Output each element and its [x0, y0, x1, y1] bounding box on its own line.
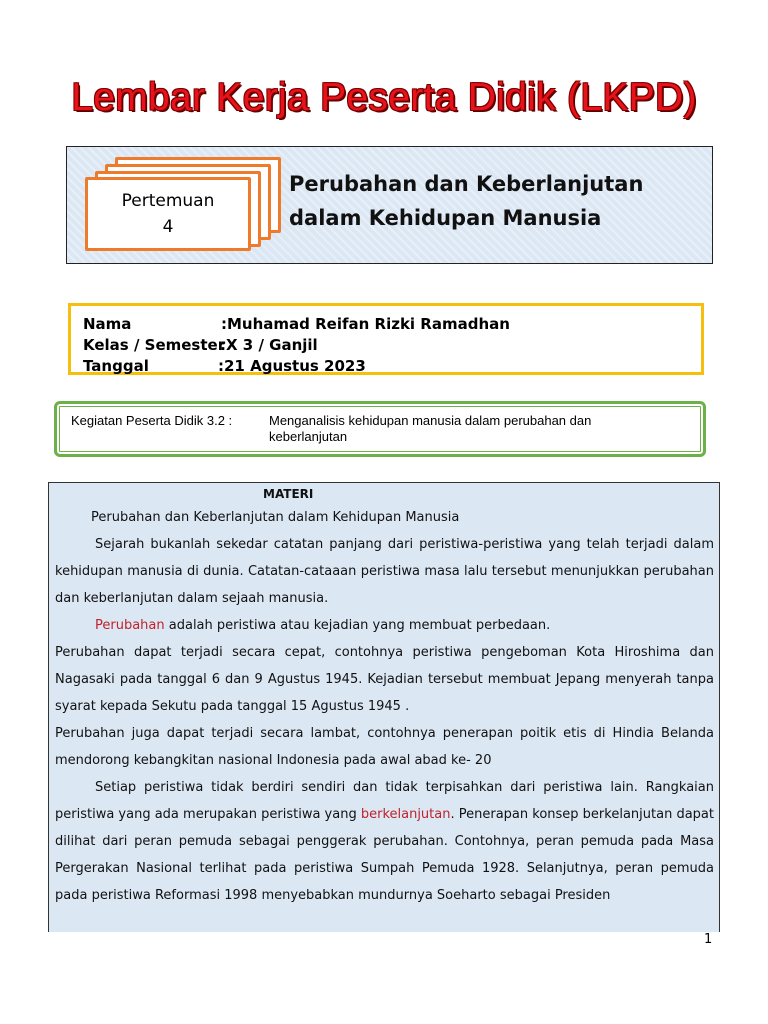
term-perubahan: Perubahan	[95, 618, 165, 633]
activity-box	[54, 401, 706, 457]
class-row	[83, 335, 701, 356]
page-number: 1	[704, 932, 713, 947]
topic-title-line1: Perubahan dan Keberlanjutan	[289, 172, 644, 196]
name-row	[83, 314, 701, 335]
material-subheading: Perubahan dan Keberlanjutan dalam Kehidupan Manusia	[91, 510, 460, 525]
topic-title-line2: dalam Kehidupan Manusia	[289, 206, 602, 230]
meeting-label: Pertemuan	[121, 191, 215, 211]
continuity-text-start: Setiap peristiwa tidak berdiri sendiri dan tidak terpisahkan dari peristiwa lain. Rangkaian peristiwa yang ada merupakan peristiwa yang	[55, 780, 714, 822]
term-berkelanjutan: berkelanjutan	[360, 807, 451, 822]
paragraph-slow-change: Perubahan juga dapat terjadi secara lambat, contohnya penerapan poitik etis di Hindia Belanda mendorong kebangkitan nasional Indonesia pada awal abad ke- 20	[55, 726, 714, 768]
material-panel	[48, 482, 720, 932]
date-value: :21 Agustus 2023	[218, 357, 366, 375]
paragraph-continuity	[55, 774, 714, 909]
paragraph-fast-change: Perubahan dapat terjadi secara cepat, contohnya peristiwa pengeboman Kota Hiroshima dan Nagasaki pada tanggal 6 dan 9 Agustus 1945. Kejadian tersebut membuat Jepang menyerah tanpa syarat kepada Sekutu pada tanggal 15 Agustus 1945 .	[55, 645, 714, 714]
date-label: Tanggal	[83, 357, 149, 375]
document-title: Lembar Kerja Peserta Didik (LKPD)	[71, 76, 697, 119]
topic-title	[289, 167, 699, 235]
continuity-text-end: . Penerapan konsep berkelanjutan dapat dilihat dari peran pemuda sebagai penggerak perubahan. Contohnya, peran pemuda pada Masa Pergerakan Nasional terlihat pada peristiwa Sumpah Pemuda 1928. Selanjutnya, peran pemuda pada peristiwa Reformasi 1998 menyebabkan mundurnya Soeharto sebagai Presiden	[55, 807, 714, 903]
badge-card-front	[85, 177, 251, 251]
paragraph-definition	[55, 612, 714, 639]
meeting-number: 4	[162, 217, 174, 237]
definition-text: adalah peristiwa atau kejadian yang membuat perbedaan.	[164, 618, 551, 633]
student-identity-box	[68, 303, 704, 375]
class-label: Kelas / Semester	[83, 336, 226, 354]
date-row	[83, 356, 701, 377]
activity-text: Menganalisis kehidupan manusia dalam perubahan dan keberlanjutan	[269, 413, 592, 444]
topic-header-panel	[66, 146, 713, 264]
meeting-badge	[85, 157, 285, 259]
name-value: :Muhamad Reifan Rizki Ramadhan	[221, 315, 510, 333]
paragraph-intro: Sejarah bukanlah sekedar catatan panjang dari peristiwa-peristiwa yang telah terjadi dalam kehidupan manusia di dunia. Catatan-cataaan peristiwa masa lalu tersebut menunjukkan perubahan dan keberlanjutan dalam sejaah manusia.	[55, 537, 714, 606]
class-value: :X 3 / Ganjil	[220, 336, 318, 354]
material-heading: MATERI	[263, 487, 314, 501]
activity-label: Kegiatan Peserta Didik 3.2 :	[71, 413, 233, 428]
name-label: Nama	[83, 315, 132, 333]
